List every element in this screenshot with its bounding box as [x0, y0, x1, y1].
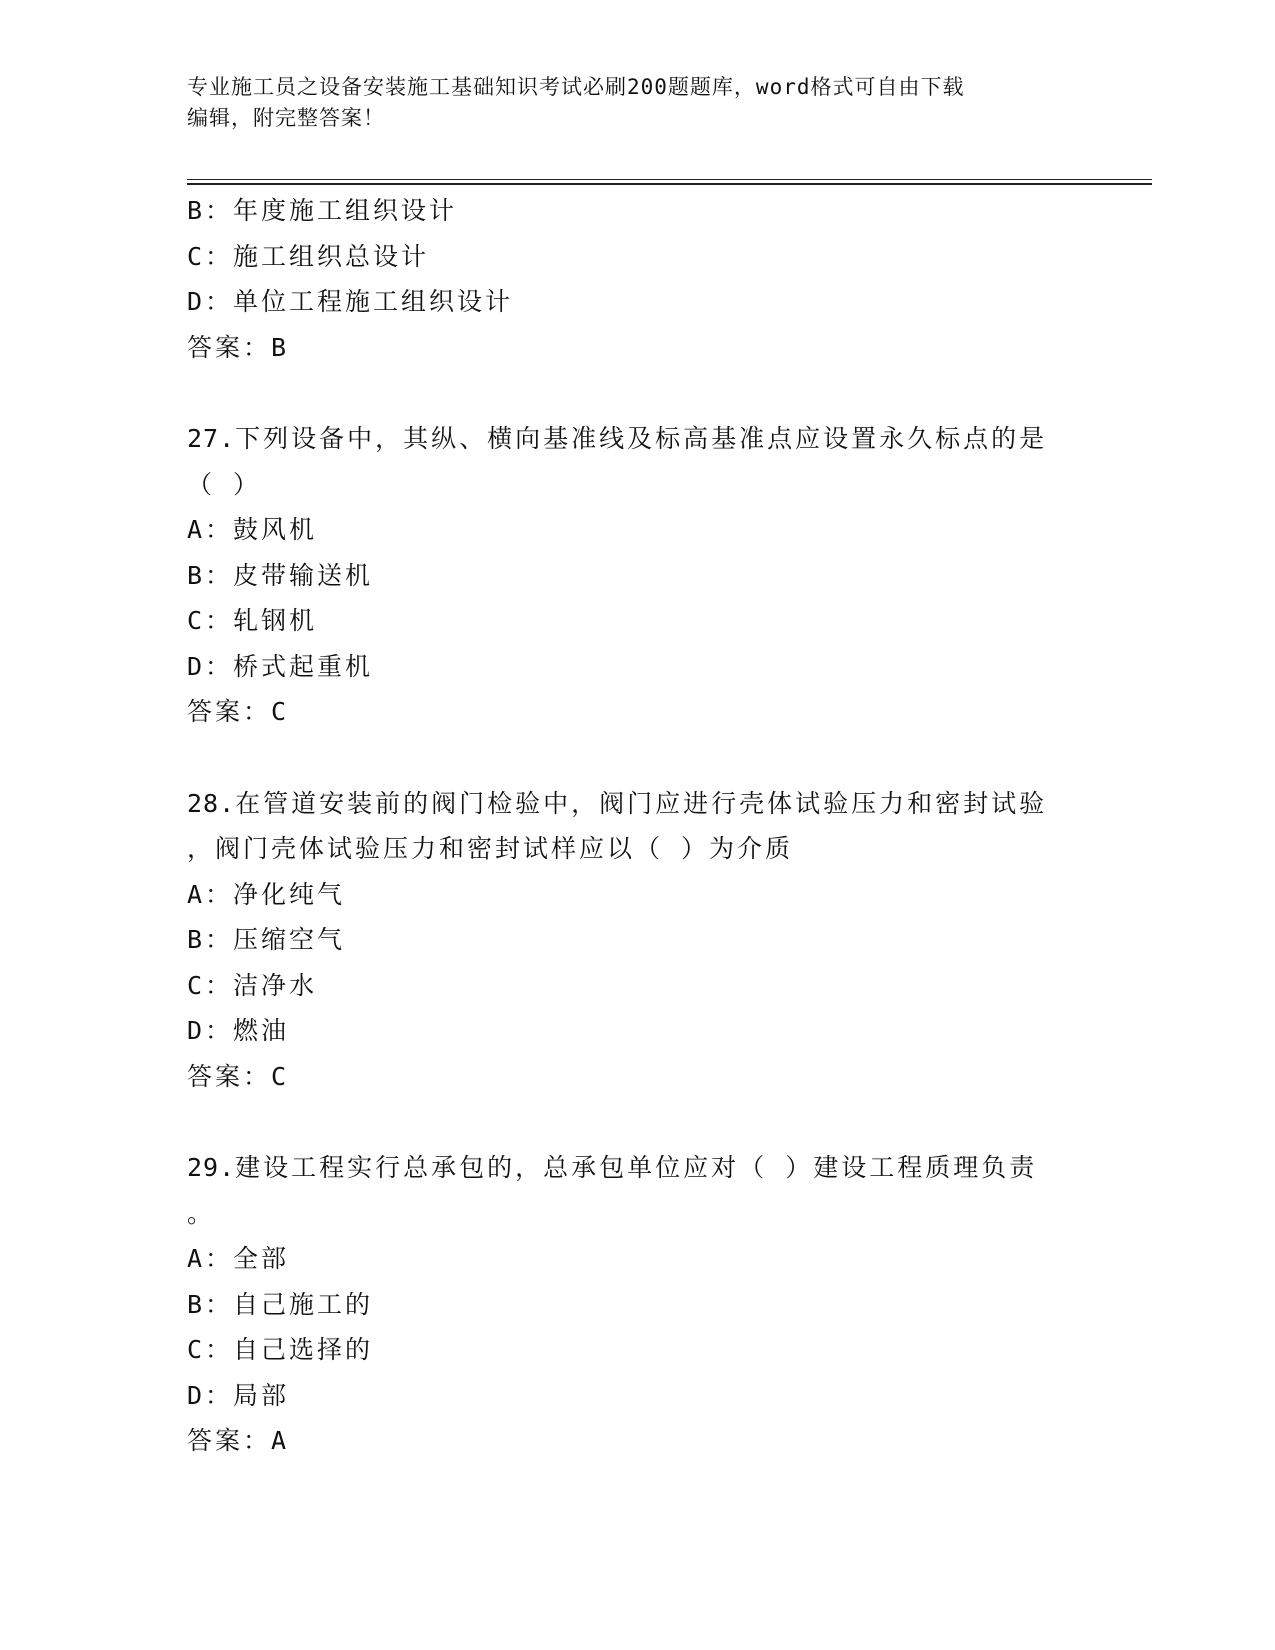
option-b: B：压缩空气: [187, 925, 346, 954]
question-text: [187, 1145, 1087, 1236]
option-c: C：自己选择的: [187, 1335, 374, 1364]
document-header: [187, 72, 1067, 134]
question-28: [187, 781, 1087, 1100]
option-a: A：全部: [187, 1244, 290, 1273]
question-text-line-2: （ ）: [187, 469, 262, 499]
question-29: [187, 1145, 1087, 1464]
question-list: [187, 188, 1087, 1464]
answer-line: 答案：B: [187, 332, 290, 362]
question-number: 28.: [187, 788, 236, 818]
header-rule-thin: [187, 179, 1152, 180]
option-d: D：单位工程施工组织设计: [187, 287, 514, 316]
question-number: 29.: [187, 1153, 236, 1182]
question-text-line-1: 下列设备中，其纵、横向基准线及标高基准点应设置永久标点的是: [235, 424, 1048, 453]
question-text-line-1: 建设工程实行总承包的，总承包单位应对（ ）建设工程质理负责: [235, 1153, 1038, 1182]
question-text: [187, 416, 1087, 507]
header-rule-thick: [187, 183, 1152, 185]
question-text-line-2: 。: [187, 1198, 216, 1228]
question-text-line-1: 在管道安装前的阀门检验中，阀门应进行壳体试验压力和密封试验: [235, 788, 1048, 818]
header-line-2: 编辑，附完整答案！: [187, 106, 385, 130]
answer-line: 答案：C: [187, 697, 290, 726]
option-c: C：轧钢机: [187, 606, 318, 635]
answer-line: 答案：C: [187, 1061, 290, 1091]
option-d: D：桥式起重机: [187, 651, 374, 681]
option-b: B：自己施工的: [187, 1289, 374, 1319]
option-a: A：鼓风机: [187, 515, 318, 544]
option-d: D：燃油: [187, 1016, 290, 1045]
option-b: B：年度施工组织设计: [187, 196, 458, 225]
question-text: [187, 781, 1087, 872]
option-d: D：局部: [187, 1380, 290, 1410]
answer-line: 答案：A: [187, 1426, 290, 1455]
option-b: B：皮带输送机: [187, 560, 374, 590]
question-fragment: [187, 188, 1087, 370]
option-c: C：洁净水: [187, 970, 318, 1000]
question-text-line-2: ，阀门壳体试验压力和密封试样应以（ ）为介质: [187, 834, 794, 863]
header-line-1: 专业施工员之设备安装施工基础知识考试必刷200题题库，word格式可自由下载: [187, 75, 965, 99]
option-a: A：净化纯气: [187, 879, 346, 909]
question-27: [187, 416, 1087, 735]
option-c: C：施工组织总设计: [187, 241, 430, 271]
question-number: 27.: [187, 424, 236, 453]
